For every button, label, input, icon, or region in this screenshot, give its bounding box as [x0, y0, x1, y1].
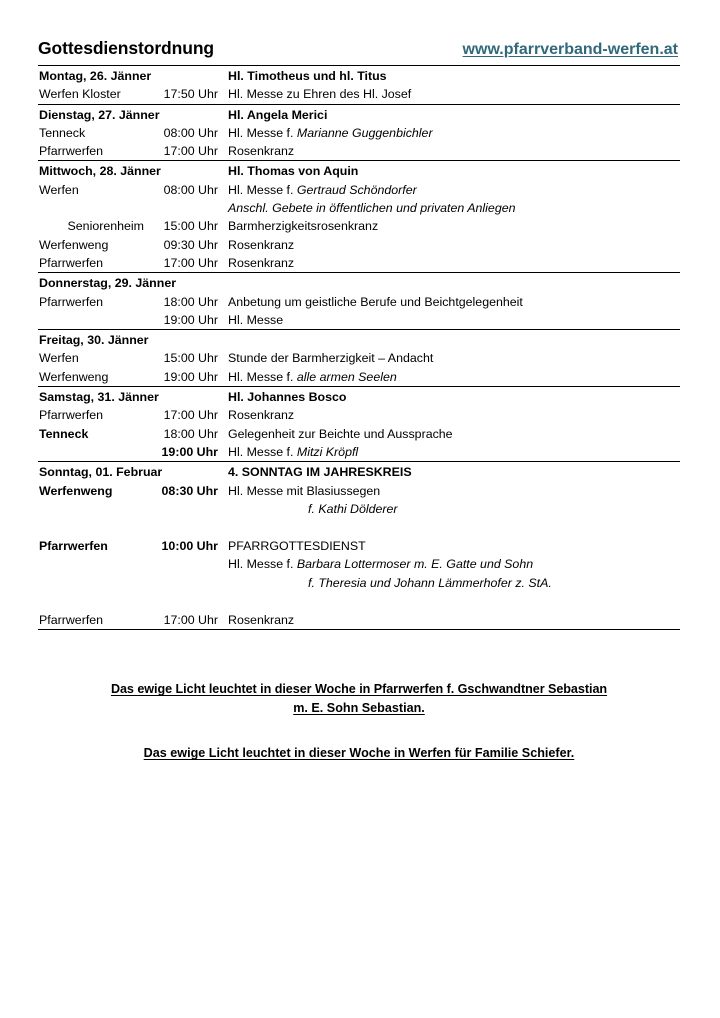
service-time: 17:00 Uhr	[146, 142, 228, 161]
day-label: Dienstag, 27. Jänner	[39, 107, 160, 122]
service-desc	[228, 368, 680, 387]
service-desc-italic: Marianne Guggenbichler	[296, 125, 433, 140]
service-desc	[228, 500, 680, 518]
note-line: Das ewige Licht leuchtet in dieser Woche in Werfen für Familie Schiefer.	[143, 746, 575, 761]
service-row	[38, 199, 680, 217]
service-time: 18:00 Uhr	[163, 426, 219, 441]
service-place	[38, 199, 146, 217]
service-place	[38, 574, 146, 592]
service-row	[38, 349, 680, 367]
page-title: Gottesdienstordnung	[38, 38, 215, 58]
service-desc	[228, 236, 680, 254]
service-place: Werfenweng	[39, 483, 113, 498]
service-time: 08:30 Uhr	[161, 483, 219, 498]
spacer-cell	[228, 592, 680, 611]
day-label: Montag, 26. Jänner	[38, 66, 228, 86]
service-place: Werfen Kloster	[38, 85, 146, 104]
service-desc-italic: Anschl. Gebete in öffentlichen und privaten Anliegen	[228, 201, 516, 216]
service-row	[38, 368, 680, 387]
service-desc-plain: Rosenkranz	[228, 144, 295, 159]
service-place: Tenneck	[39, 125, 86, 140]
service-time: 08:00 Uhr	[163, 125, 219, 140]
day-label: Sonntag, 01. Februar	[39, 465, 163, 480]
service-desc-plain: Stunde der Barmherzigkeit – Andacht	[228, 351, 434, 366]
service-place: Werfen	[39, 182, 79, 197]
service-place	[38, 500, 146, 518]
service-row	[38, 482, 680, 500]
day-feast	[228, 330, 680, 350]
service-desc-plain: Rosenkranz	[228, 613, 295, 628]
service-desc	[228, 124, 680, 142]
spacer-cell	[228, 518, 680, 537]
day-feast: Hl. Johannes Bosco	[228, 390, 347, 405]
note-line: Das ewige Licht leuchtet in dieser Woche in Pfarrwerfen f. Gschwandtner Sebastian	[110, 682, 608, 697]
service-row	[38, 217, 680, 235]
service-row	[38, 406, 680, 424]
spacer-row	[38, 592, 680, 611]
service-row	[38, 537, 680, 555]
service-desc-plain: Hl. Messe	[228, 312, 284, 327]
document-header	[38, 38, 680, 65]
day-header-row	[38, 387, 680, 407]
service-row	[38, 425, 680, 443]
service-time	[146, 574, 228, 592]
spacer-cell	[146, 518, 228, 537]
service-desc-plain: Anbetung um geistliche Berufe und Beichtgelegenheit	[228, 294, 523, 309]
service-place	[38, 555, 146, 573]
service-desc	[228, 425, 680, 443]
service-row	[38, 181, 680, 199]
service-desc	[228, 311, 680, 330]
service-row	[38, 236, 680, 254]
note-block	[38, 680, 680, 718]
day-header-row	[38, 330, 680, 350]
service-row	[38, 124, 680, 142]
service-desc-plain: Rosenkranz	[228, 237, 295, 252]
day-feast: Hl. Timotheus und hl. Titus	[228, 66, 680, 86]
service-desc-plain: Hl. Messe zu Ehren des Hl. Josef	[228, 87, 412, 102]
service-time: 19:00 Uhr	[146, 368, 228, 387]
service-place: Pfarrwerfen	[38, 611, 146, 630]
service-desc	[228, 611, 680, 630]
service-row	[38, 443, 680, 462]
service-schedule-table	[38, 65, 680, 630]
schedule-body	[38, 66, 680, 630]
service-place: Tenneck	[39, 426, 89, 441]
service-time: 19:00 Uhr	[146, 311, 228, 330]
service-time: 10:00 Uhr	[161, 539, 219, 554]
service-desc-plain: Hl. Messe mit Blasiussegen	[228, 483, 381, 498]
service-place	[38, 443, 146, 462]
service-time	[146, 199, 228, 217]
service-desc-plain: Hl. Messe f.	[228, 557, 297, 572]
service-desc	[228, 537, 680, 555]
service-desc-plain: f.	[308, 575, 319, 590]
service-place: Pfarrwerfen	[39, 539, 108, 554]
service-row	[38, 311, 680, 330]
spacer-cell	[38, 518, 146, 537]
day-header-row	[38, 104, 680, 124]
service-desc-italic: Mitzi Kröpfl	[296, 444, 359, 459]
service-desc-italic: Kathi Dölderer	[318, 501, 398, 516]
service-desc-italic: Gertraud Schöndorfer	[296, 182, 417, 197]
service-time: 17:00 Uhr	[163, 408, 219, 423]
spacer-cell	[146, 592, 228, 611]
eternal-light-notes	[38, 680, 680, 763]
service-desc-plain: Rosenkranz	[228, 408, 295, 423]
service-place	[38, 311, 146, 330]
service-desc-plain: Barmherzigkeitsrosenkranz	[228, 219, 379, 234]
service-place: Pfarrwerfen	[39, 294, 104, 309]
service-desc-plain: Hl. Messe f.	[228, 125, 297, 140]
note-line: m. E. Sohn Sebastian.	[293, 701, 425, 716]
service-place: Pfarrwerfen	[38, 254, 146, 273]
service-place: Pfarrwerfen	[39, 408, 104, 423]
service-time: 17:00 Uhr	[146, 611, 228, 630]
service-desc	[228, 443, 680, 462]
spacer-row	[38, 518, 680, 537]
service-time: 17:50 Uhr	[146, 85, 228, 104]
service-time: 15:00 Uhr	[163, 219, 219, 234]
service-desc	[228, 85, 680, 104]
service-desc-italic: alle armen Seelen	[296, 369, 397, 384]
service-row	[38, 574, 680, 592]
day-header-row	[38, 273, 680, 293]
service-desc-plain: Hl. Messe f.	[228, 182, 297, 197]
service-desc	[228, 181, 680, 199]
service-row	[38, 611, 680, 630]
service-desc	[228, 406, 680, 424]
day-label: Donnerstag, 29. Jänner	[39, 276, 177, 291]
service-place: Werfenweng	[39, 237, 109, 252]
service-desc-italic: Barbara Lottermoser m. E. Gatte und Sohn	[296, 557, 534, 572]
service-time: 09:30 Uhr	[163, 237, 219, 252]
service-time: 17:00 Uhr	[146, 254, 228, 273]
service-desc	[228, 293, 680, 311]
service-time: 15:00 Uhr	[163, 351, 219, 366]
day-header-row	[38, 462, 680, 482]
service-desc	[228, 142, 680, 161]
service-time: 19:00 Uhr	[146, 443, 228, 462]
service-row	[38, 555, 680, 573]
day-label: Freitag, 30. Jänner	[39, 333, 149, 348]
parish-website-link[interactable]: www.pfarrverband-werfen.at	[462, 41, 678, 58]
service-row	[38, 293, 680, 311]
day-label: Mittwoch, 28. Jänner	[39, 164, 161, 179]
day-feast	[228, 273, 680, 293]
day-feast: Hl. Angela Merici	[228, 107, 328, 122]
service-desc	[228, 349, 680, 367]
service-desc-plain: Gelegenheit zur Beichte und Aussprache	[228, 426, 453, 441]
service-desc	[228, 555, 680, 573]
service-place: Werfen	[39, 351, 79, 366]
service-desc	[228, 574, 680, 592]
service-desc-plain: Hl. Messe f.	[228, 444, 297, 459]
service-row	[38, 500, 680, 518]
service-row	[38, 254, 680, 273]
service-desc-plain: Rosenkranz	[228, 255, 295, 270]
service-time: 08:00 Uhr	[163, 182, 219, 197]
service-time: 18:00 Uhr	[163, 294, 219, 309]
service-row	[38, 142, 680, 161]
service-time	[146, 500, 228, 518]
service-desc	[228, 217, 680, 235]
service-desc	[228, 482, 680, 500]
service-desc	[228, 199, 680, 217]
day-label: Samstag, 31. Jänner	[39, 390, 159, 405]
service-desc-italic: Theresia und Johann Lämmerhofer z. StA.	[318, 575, 552, 590]
service-desc-plain: f.	[308, 501, 319, 516]
note-block	[38, 744, 680, 763]
service-time	[146, 555, 228, 573]
service-desc-plain: PFARRGOTTESDIENST	[228, 539, 366, 554]
day-feast: Hl. Thomas von Aquin	[228, 164, 359, 179]
service-desc	[228, 254, 680, 273]
service-row	[38, 85, 680, 104]
service-place: Seniorenheim	[67, 219, 144, 234]
day-header-row	[38, 66, 680, 86]
day-header-row	[38, 161, 680, 181]
service-place: Werfenweng	[38, 368, 146, 387]
spacer-cell	[38, 592, 146, 611]
service-desc-plain: Hl. Messe f.	[228, 369, 297, 384]
day-feast: 4. SONNTAG IM JAHRESKREIS	[228, 465, 412, 480]
service-place: Pfarrwerfen	[38, 142, 146, 161]
